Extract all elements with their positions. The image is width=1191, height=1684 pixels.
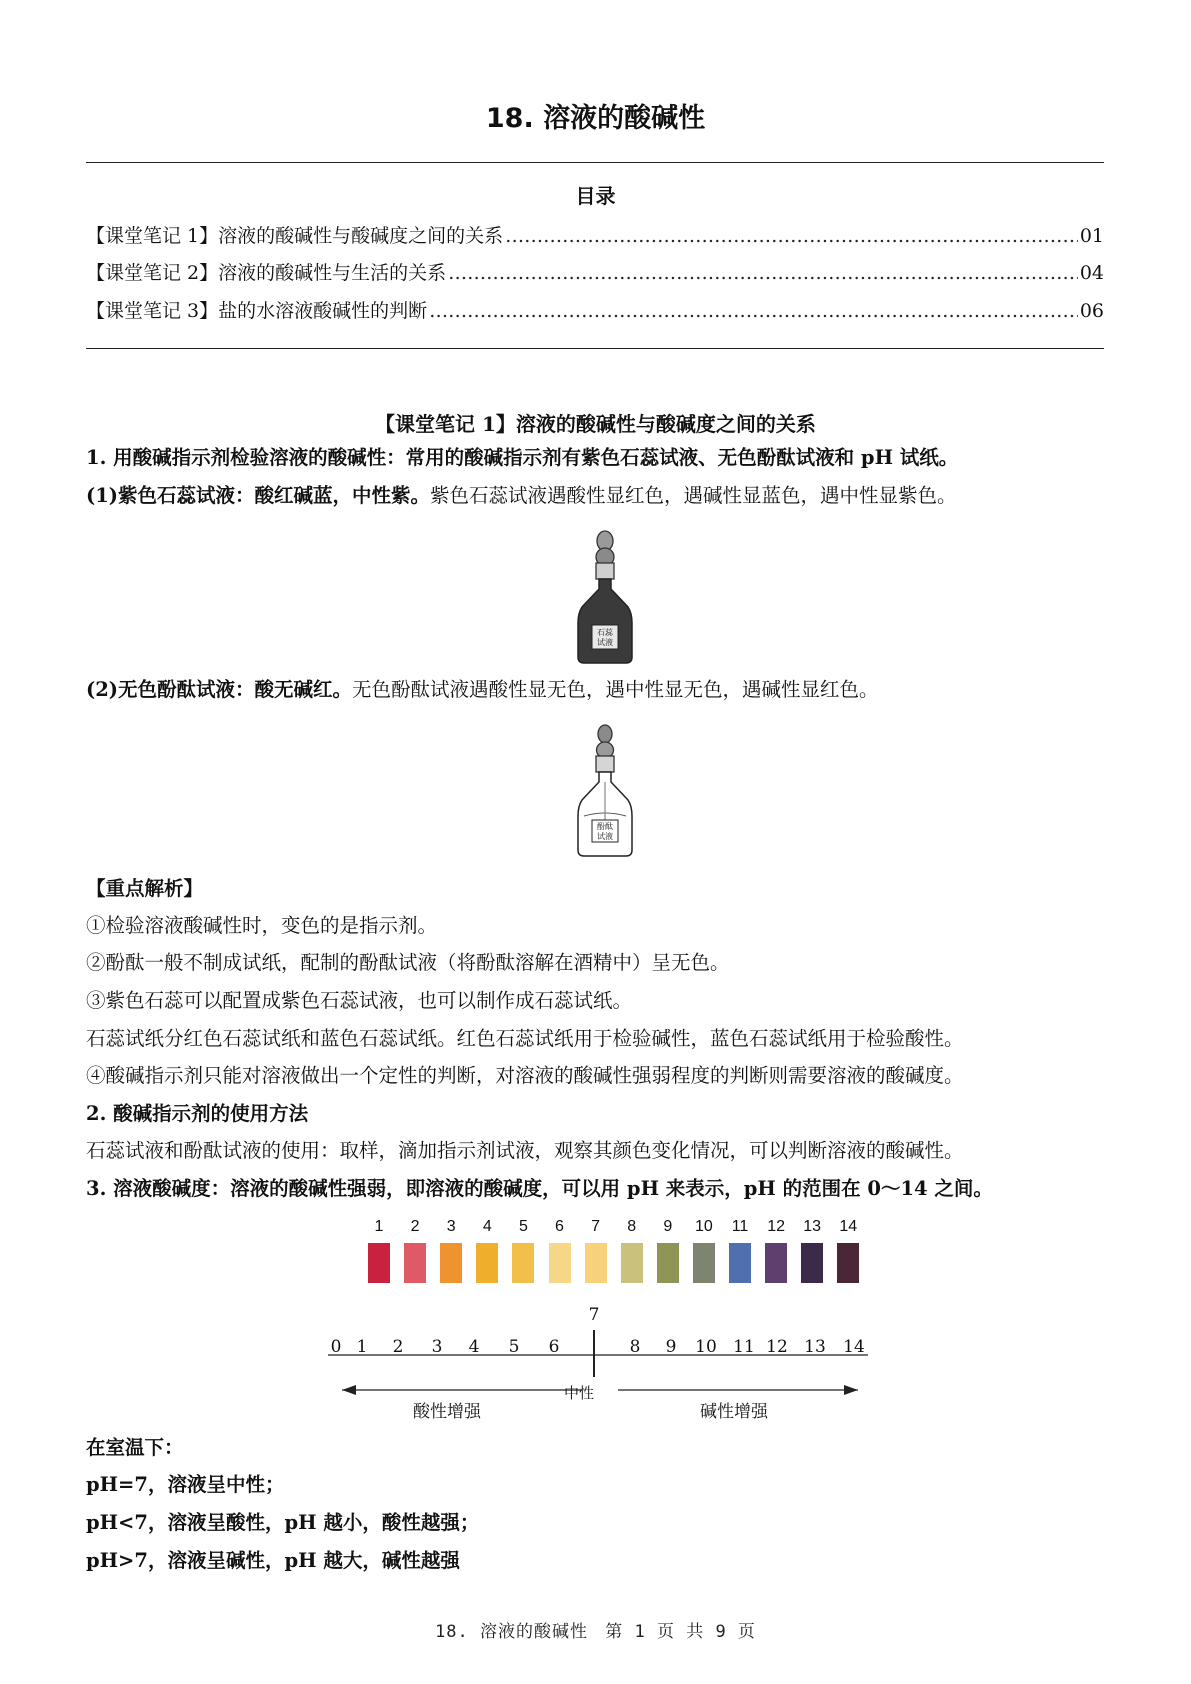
ph-scale-number: 13 (804, 1337, 826, 1357)
room-temp-heading: 在室温下： (86, 1436, 184, 1459)
ph-scale-number: 11 (733, 1337, 755, 1357)
key-point-3b: 石蕊试纸分红色石蕊试纸和蓝色石蕊试纸。红色石蕊试纸用于检验碱性，蓝色石蕊试纸用于检验酸性。 (86, 1027, 964, 1050)
toc-heading: 目录 (575, 184, 616, 208)
footer-title: 18. 溶液的酸碱性 (435, 1622, 589, 1642)
ph-color-swatch (801, 1243, 823, 1283)
ph-chart-number: 4 (482, 1218, 492, 1235)
rule-neutral: pH=7，溶液呈中性； (86, 1473, 285, 1496)
divider-top (86, 162, 1104, 163)
toc-item-3[interactable] (86, 296, 1104, 322)
ph-color-swatch (765, 1243, 787, 1283)
phenolphthalein-bottle-illustration (572, 718, 638, 863)
toc-item-label: 【课堂笔记 2】溶液的酸碱性与生活的关系 (86, 262, 447, 284)
ph-scale-number: 14 (843, 1337, 865, 1357)
ph-color-swatch (837, 1243, 859, 1283)
ph-chart-number: 1 (374, 1218, 384, 1235)
ph-scale-number: 0 (330, 1337, 342, 1357)
ph-scale-diagram (320, 1305, 880, 1415)
ph-chart-number: 6 (555, 1218, 564, 1235)
ph-definition: 3. 溶液酸碱度：溶液的酸碱性强弱，即溶液的酸碱度，可以用 pH 来表示，pH 的范围在 0～14 之间。 (86, 1177, 993, 1200)
ph-color-swatch (368, 1243, 390, 1283)
ph-chart-number: 8 (627, 1218, 637, 1235)
ph-chart-number: 9 (663, 1218, 673, 1235)
ph-scale-number: 4 (468, 1337, 480, 1357)
ph-chart-number: 13 (803, 1218, 822, 1235)
bottle-label-line2: 试液 (597, 638, 613, 647)
footer-page-number: 第 1 页 共 9 页 (605, 1622, 756, 1642)
phenolphthalein-rule: (2)无色酚酞试液：酸无碱红。 (86, 678, 353, 701)
toc-item-1[interactable] (86, 221, 1104, 247)
toc-item-2[interactable] (86, 258, 1104, 284)
toc-leader (429, 300, 1078, 322)
ph-chart-number: 3 (446, 1218, 456, 1235)
paragraph-indicators: 1. 用酸碱指示剂检验溶液的酸碱性：常用的酸碱指示剂有紫色石蕊试液、无色酚酞试液和 pH 试纸。 (86, 446, 959, 469)
rule-acid: pH<7，溶液呈酸性，pH 越小，酸性越强； (86, 1511, 480, 1534)
ph-chart-number: 10 (694, 1218, 713, 1235)
toc-item-page: 06 (1079, 300, 1104, 322)
toc-leader (505, 225, 1078, 247)
paragraph-phenolphthalein (86, 677, 879, 703)
ph-scale-number: 8 (629, 1337, 641, 1357)
ph-color-swatch (404, 1243, 426, 1283)
ph-chart-number: 11 (731, 1218, 749, 1235)
ph-color-swatch (621, 1243, 643, 1283)
toc-item-label: 【课堂笔记 1】溶液的酸碱性与酸碱度之间的关系 (86, 225, 504, 247)
ph-scale-number: 6 (548, 1337, 560, 1357)
toc-item-page: 04 (1079, 262, 1104, 284)
ph-chart-number: 2 (410, 1218, 420, 1235)
base-label: 碱性增强 (700, 1402, 768, 1422)
ph-color-swatch (549, 1243, 571, 1283)
litmus-desc: 紫色石蕊试液遇酸性显红色，遇碱性显蓝色，遇中性显紫色。 (430, 484, 957, 507)
section-heading: 【课堂笔记 1】溶液的酸碱性与酸碱度之间的关系 (375, 412, 816, 436)
toc-item-label: 【课堂笔记 3】盐的水溶液酸碱性的判断 (86, 300, 428, 322)
ph-color-swatch (657, 1243, 679, 1283)
ph-scale-number: 10 (695, 1337, 717, 1357)
ph-chart-number: 7 (591, 1218, 601, 1235)
ph-color-swatch (585, 1243, 607, 1283)
page-footer (0, 1617, 1191, 1642)
neutral-label: 中性 (564, 1384, 595, 1402)
bottle-label-line2: 试液 (597, 832, 613, 841)
key-point-2: ②酚酞一般不制成试纸，配制的酚酞试液（将酚酞溶解在酒精中）呈无色。 (86, 951, 730, 974)
ph-color-swatch (476, 1243, 498, 1283)
usage-heading: 2. 酸碱指示剂的使用方法 (86, 1102, 309, 1125)
key-analysis-heading: 【重点解析】 (86, 877, 204, 900)
page-title: 18. 溶液的酸碱性 (485, 103, 706, 134)
toc-item-page: 01 (1079, 225, 1104, 247)
ph-color-swatch (693, 1243, 715, 1283)
bottle-label-line1: 石蕊 (597, 628, 613, 637)
ph-color-swatch (440, 1243, 462, 1283)
ph-scale-number: 5 (508, 1337, 520, 1357)
usage-desc: 石蕊试液和酚酞试液的使用：取样，滴加指示剂试液，观察其颜色变化情况，可以判断溶液的酸碱性。 (86, 1139, 964, 1162)
paragraph-litmus (86, 483, 957, 509)
ph-scale-number: 1 (356, 1337, 368, 1357)
ph-color-swatch (512, 1243, 534, 1283)
ph-scale-number: 3 (431, 1337, 443, 1357)
litmus-bottle-illustration (572, 523, 638, 668)
ph-chart-number: 12 (767, 1218, 785, 1235)
key-point-1: ①检验溶液酸碱性时，变色的是指示剂。 (86, 914, 438, 937)
key-point-4: ④酸碱指示剂只能对溶液做出一个定性的判断，对溶液的酸碱性强弱程度的判断则需要溶液的酸碱度。 (86, 1064, 964, 1087)
acid-label: 酸性增强 (413, 1402, 481, 1422)
key-point-3: ③紫色石蕊可以配置成紫色石蕊试液，也可以制作成石蕊试纸。 (86, 989, 633, 1012)
bottle-label-line1: 酚酞 (597, 822, 613, 831)
rule-base: pH>7，溶液呈碱性，pH 越大，碱性越强 (86, 1549, 460, 1572)
ph-scale-number: 2 (392, 1337, 404, 1357)
divider-toc-bottom (86, 348, 1104, 349)
toc-leader (448, 262, 1078, 284)
ph-scale-number: 12 (766, 1337, 788, 1357)
ph-chart-number: 5 (518, 1218, 528, 1235)
litmus-rule: (1)紫色石蕊试液：酸红碱蓝，中性紫。 (86, 484, 431, 507)
ph-color-swatch (729, 1243, 751, 1283)
ph-scale-number: 9 (665, 1337, 677, 1357)
ph-scale-number: 7 (588, 1305, 600, 1325)
ph-chart-number: 14 (839, 1218, 858, 1235)
phenolphthalein-desc: 无色酚酞试液遇酸性显无色，遇中性显无色，遇碱性显红色。 (352, 678, 879, 701)
